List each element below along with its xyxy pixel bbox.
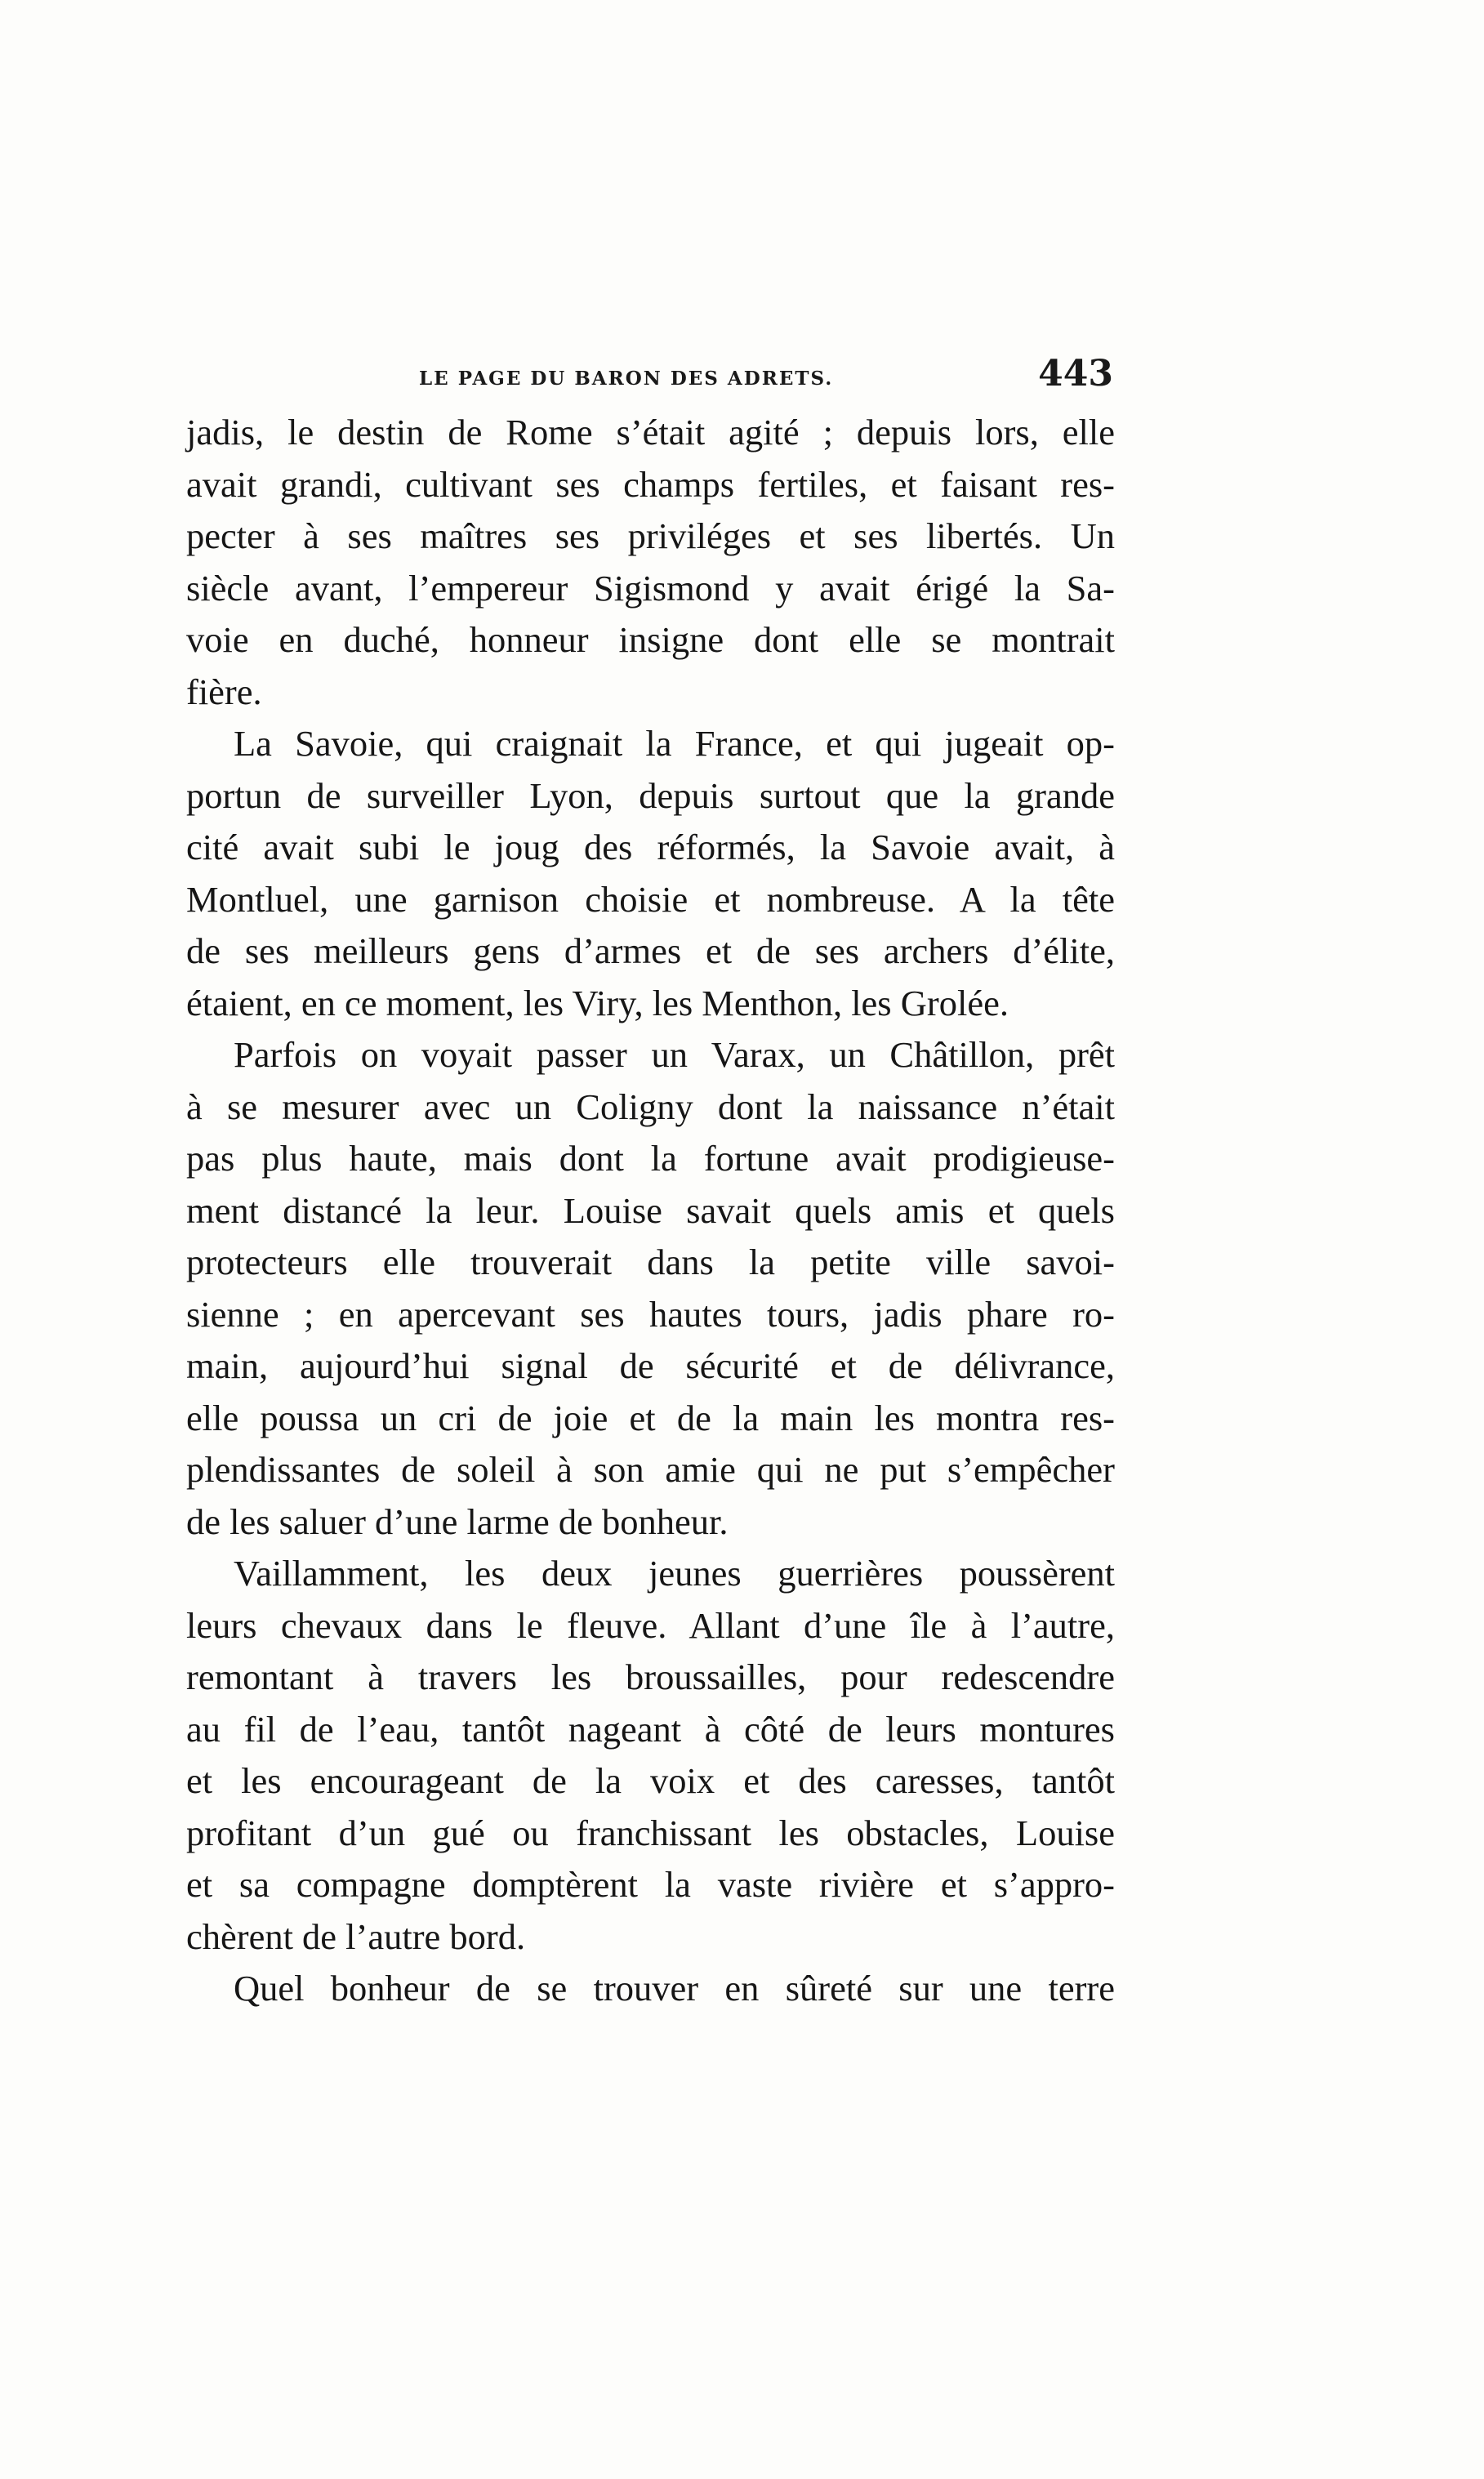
- paragraph: [186, 1029, 1115, 1548]
- body-text: [186, 407, 1115, 2015]
- text-line: au fil de l’eau, tantôt nageant à côté de leurs montures: [186, 1708, 1115, 1750]
- text-line: ment distancé la leur. Louise savait quels amis et quels: [186, 1189, 1115, 1231]
- text-line: pecter à ses maîtres ses priviléges et ses libertés. Un: [186, 515, 1115, 556]
- text-line: fière.: [186, 671, 262, 712]
- text-line: sienne ; en apercevant ses hautes tours, jadis phare ro-: [186, 1293, 1115, 1335]
- running-title: LE PAGE DU BARON DES ADRETS.: [419, 368, 834, 390]
- page-number: 443: [1038, 353, 1113, 395]
- text-line: pas plus haute, mais dont la fortune avait prodigieuse-: [186, 1138, 1115, 1179]
- text-line: siècle avant, l’empereur Sigismond y avait érigé la Sa-: [186, 567, 1115, 609]
- text-line: Montluel, une garnison choisie et nombreuse. A la tête: [186, 878, 1115, 920]
- text-line: avait grandi, cultivant ses champs fertiles, et faisant res-: [186, 463, 1115, 505]
- text-line: leurs chevaux dans le fleuve. Allant d’une île à l’autre,: [186, 1604, 1115, 1646]
- text-line: main, aujourd’hui signal de sécurité et de délivrance,: [186, 1345, 1115, 1386]
- text-line: voie en duché, honneur insigne dont elle se montrait: [186, 619, 1115, 660]
- text-line: elle poussa un cri de joie et de la main les montra res-: [186, 1397, 1115, 1438]
- text-line: protecteurs elle trouverait dans la petite ville savoi-: [186, 1242, 1115, 1282]
- running-head: [186, 353, 1113, 402]
- text-line: jadis, le destin de Rome s’était agité ; depuis lors, elle: [186, 412, 1115, 453]
- paragraph: [186, 718, 1115, 1029]
- paragraph: [186, 1963, 1115, 2015]
- text-line: étaient, en ce moment, les Viry, les Menthon, les Grolée.: [186, 982, 1009, 1023]
- text-line: profitant d’un gué ou franchissant les obstacles, Louise: [186, 1812, 1115, 1853]
- text-line: Parfois on voyait passer un Varax, un Châtillon, prêt: [234, 1034, 1115, 1075]
- text-line: La Savoie, qui craignait la France, et qui jugeait op-: [234, 723, 1115, 764]
- text-line: plendissantes de soleil à son amie qui ne put s’empêcher: [186, 1449, 1115, 1490]
- text-line: à se mesurer avec un Coligny dont la naissance n’était: [186, 1086, 1115, 1127]
- text-line: de les saluer d’une larme de bonheur.: [186, 1500, 729, 1542]
- text-line: remontant à travers les broussailles, pour redescendre: [186, 1656, 1115, 1697]
- text-line: Quel bonheur de se trouver en sûreté sur une terre: [234, 1968, 1115, 2009]
- paragraph: [186, 407, 1115, 718]
- text-line: cité avait subi le joug des réformés, la Savoie avait, à: [186, 827, 1115, 867]
- text-line: de ses meilleurs gens d’armes et de ses archers d’élite,: [186, 930, 1115, 971]
- text-line: et les encourageant de la voix et des caresses, tantôt: [186, 1760, 1115, 1801]
- paragraph: [186, 1548, 1115, 1963]
- text-line: Vaillamment, les deux jeunes guerrières poussèrent: [234, 1553, 1115, 1594]
- text-line: et sa compagne domptèrent la vaste rivière et s’appro-: [186, 1864, 1115, 1905]
- text-line: portun de surveiller Lyon, depuis surtout que la grande: [186, 774, 1115, 816]
- text-line: chèrent de l’autre bord.: [186, 1915, 526, 1957]
